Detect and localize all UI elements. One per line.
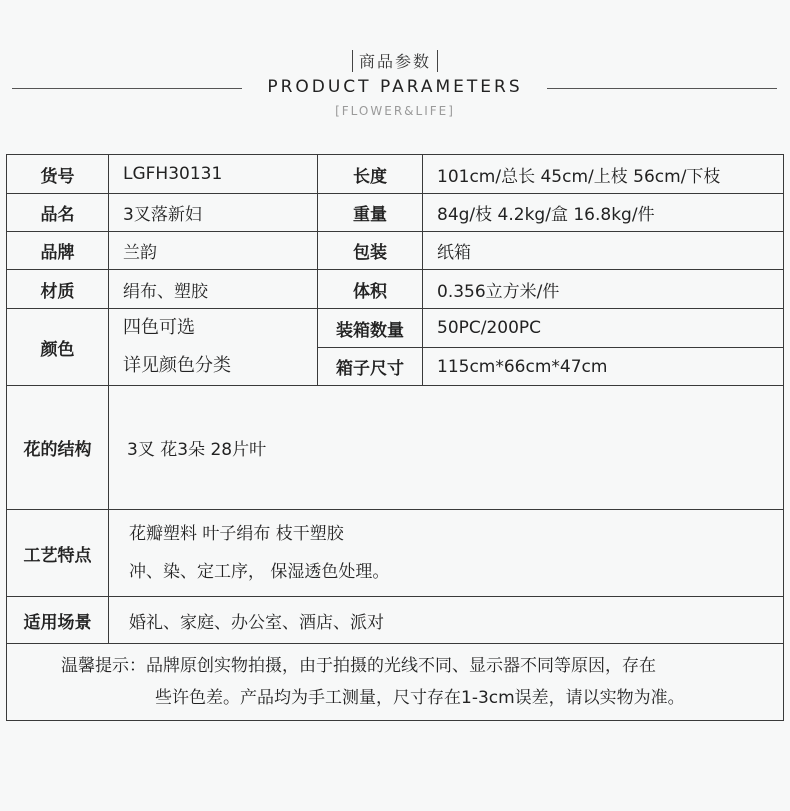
label-scene: 适用场景 xyxy=(7,597,109,644)
value-volume: 0.356立方米/件 xyxy=(423,270,784,309)
table-row xyxy=(7,644,784,721)
value-scene: 婚礼、家庭、办公室、酒店、派对 xyxy=(109,597,784,644)
value-packing: 纸箱 xyxy=(423,232,784,270)
table-row xyxy=(7,270,784,309)
value-craft-line2: 冲、染、定工序， 保湿透色处理。 xyxy=(129,562,390,582)
value-material: 绢布、塑胶 xyxy=(109,270,318,309)
table-row xyxy=(7,194,784,232)
label-box-qty: 装箱数量 xyxy=(318,309,423,348)
table-row xyxy=(7,597,784,644)
label-name: 品名 xyxy=(7,194,109,232)
label-weight: 重量 xyxy=(318,194,423,232)
label-item-no: 货号 xyxy=(7,155,109,194)
title-bar-left xyxy=(352,50,353,72)
value-color-line2: 详见颜色分类 xyxy=(123,355,231,376)
table-row xyxy=(7,309,784,348)
value-item-no: LGFH30131 xyxy=(109,155,318,194)
value-craft-line1: 花瓣塑料 叶子绢布 枝干塑胶 xyxy=(129,524,344,544)
label-brand: 品牌 xyxy=(7,232,109,270)
value-craft xyxy=(109,510,784,597)
notice xyxy=(7,644,784,721)
section-subtitle: [FLOWER&LIFE] xyxy=(335,104,455,118)
title-cn-text: 商品参数 xyxy=(358,52,431,71)
table-row xyxy=(7,232,784,270)
label-structure: 花的结构 xyxy=(7,386,109,510)
table-row xyxy=(7,155,784,194)
value-weight: 84g/枝 4.2kg/盒 16.8kg/件 xyxy=(423,194,784,232)
label-length: 长度 xyxy=(318,155,423,194)
value-box-qty: 50PC/200PC xyxy=(423,309,784,348)
label-box-size: 箱子尺寸 xyxy=(318,348,423,386)
title-bar-right xyxy=(437,50,438,72)
label-packing: 包装 xyxy=(318,232,423,270)
value-length: 101cm/总长 45cm/上枝 56cm/下枝 xyxy=(423,155,784,194)
section-title-cn xyxy=(0,49,790,73)
label-craft: 工艺特点 xyxy=(7,510,109,597)
section-title-en: PRODUCT PARAMETERS xyxy=(267,77,523,97)
notice-line1: 温馨提示：品牌原创实物拍摄，由于拍摄的光线不同、显示器不同等原因，存在 xyxy=(61,656,656,676)
label-volume: 体积 xyxy=(318,270,423,309)
value-color xyxy=(109,309,318,386)
notice-line2: 些许色差。产品均为手工测量，尺寸存在1-3cm误差，请以实物为准。 xyxy=(155,688,685,708)
value-box-size: 115cm*66cm*47cm xyxy=(423,348,784,386)
table-row xyxy=(7,386,784,510)
parameters-table xyxy=(6,154,784,721)
value-brand: 兰韵 xyxy=(109,232,318,270)
table-row xyxy=(7,510,784,597)
value-color-line1: 四色可选 xyxy=(123,317,195,338)
label-color: 颜色 xyxy=(7,309,109,386)
value-structure: 3叉 花3朵 28片叶 xyxy=(109,386,784,510)
value-name: 3叉落新妇 xyxy=(109,194,318,232)
label-material: 材质 xyxy=(7,270,109,309)
